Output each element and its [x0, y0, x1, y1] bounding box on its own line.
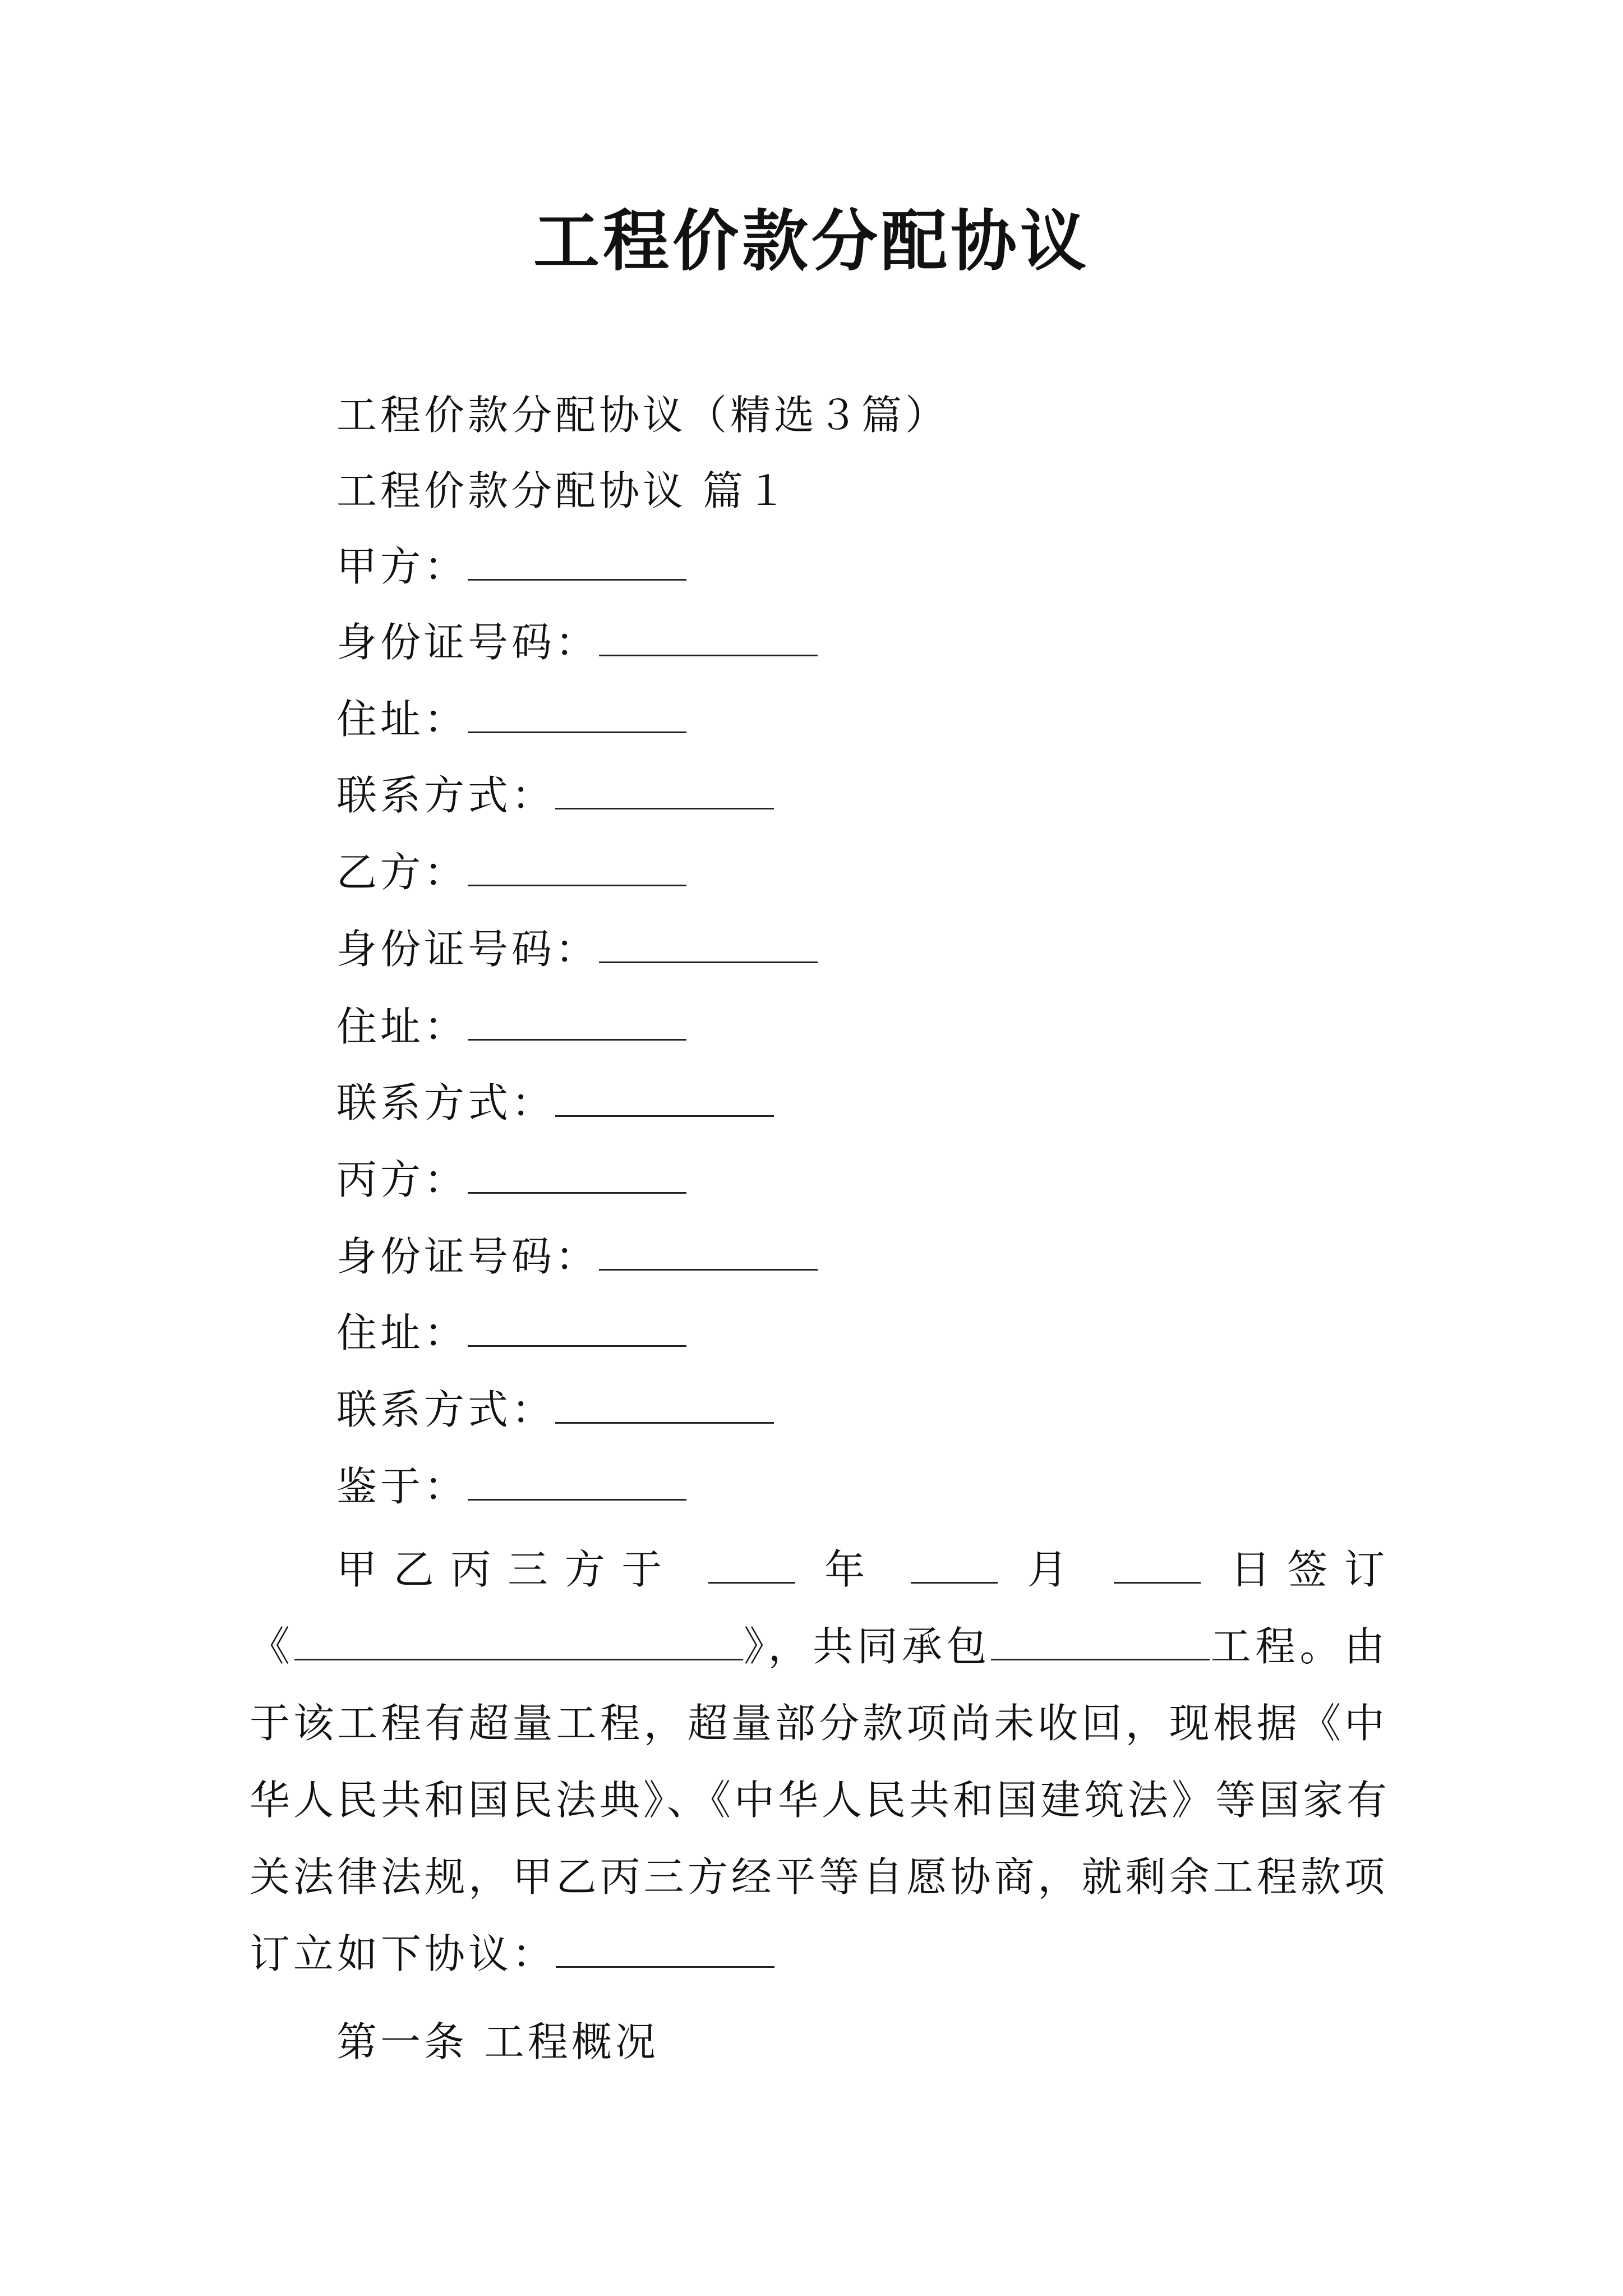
title-open-bracket: 《 — [250, 1623, 294, 1670]
party-b-address-line — [336, 999, 686, 1055]
day-blank — [1114, 1547, 1201, 1584]
agreement-paragraph — [250, 1531, 1391, 1993]
contract-name-blank — [294, 1624, 743, 1660]
agreement-blank — [556, 1931, 774, 1968]
whereas-blank — [468, 1464, 686, 1501]
party-c-contact-label: 联系方式： — [336, 1386, 556, 1433]
party-b-contact-line — [336, 1075, 774, 1131]
paragraph-line-1 — [250, 1531, 1388, 1608]
article-1-heading: 第一条 工程概况 — [336, 2018, 659, 2065]
party-a-label: 甲方： — [336, 543, 468, 590]
party-b-id-label: 身份证号码： — [336, 926, 600, 973]
party-b-contact-blank — [555, 1080, 774, 1117]
party-a-address-blank — [468, 697, 686, 733]
agreement-as-follows-text: 订立如下协议： — [250, 1930, 556, 1977]
year-blank — [708, 1547, 795, 1584]
party-c-contact-line — [336, 1382, 774, 1438]
section-heading: 工程价款分配协议 篇１ — [336, 467, 790, 514]
paragraph-line-4: 华人民共和国民法典》、《中华人民共和国建筑法》等国家有 — [250, 1777, 1391, 1824]
party-a-address-label: 住址： — [336, 696, 468, 743]
subtitle: 工程价款分配协议（精选３篇） — [336, 392, 949, 439]
party-b-address-label: 住址： — [336, 1003, 468, 1050]
party-b-blank — [468, 850, 686, 886]
party-b-id-line — [336, 921, 818, 977]
party-b-id-blank — [599, 927, 818, 963]
project-end-text: 工程。由 — [1209, 1623, 1388, 1670]
party-c-blank — [468, 1157, 686, 1194]
whereas-label: 鉴于： — [336, 1463, 468, 1510]
co-contract-text: 》，共同承包 — [743, 1623, 991, 1670]
paragraph-line-3: 于该工程有超量工程，超量部分款项尚未收回，现根据《中 — [250, 1700, 1388, 1747]
party-c-id-label: 身份证号码： — [336, 1233, 600, 1280]
party-a-blank — [468, 544, 686, 581]
day-signed-label: 日签订 — [1230, 1546, 1389, 1593]
party-a-id-label: 身份证号码： — [336, 619, 600, 666]
party-c-address-line — [336, 1305, 686, 1361]
year-label: 年 — [824, 1546, 882, 1593]
party-b-line — [336, 844, 686, 900]
party-c-line — [336, 1152, 686, 1208]
party-c-id-line — [336, 1228, 818, 1285]
month-blank — [911, 1547, 998, 1584]
document-title: 工程价款分配协议 — [533, 202, 1090, 280]
whereas-line — [336, 1458, 686, 1515]
party-a-line — [336, 539, 686, 595]
signed-by-text: 甲乙丙三方于 — [336, 1546, 679, 1593]
party-a-contact-label: 联系方式： — [336, 772, 556, 819]
party-c-id-blank — [599, 1234, 818, 1271]
party-c-address-blank — [468, 1310, 686, 1347]
party-a-id-blank — [599, 620, 818, 656]
party-c-contact-blank — [555, 1387, 774, 1424]
party-b-address-blank — [468, 1004, 686, 1041]
paragraph-line-5: 关法律法规，甲乙丙三方经平等自愿协商，就剩余工程款项 — [250, 1853, 1388, 1901]
party-a-id-line — [336, 614, 818, 670]
party-c-label: 丙方： — [336, 1156, 468, 1203]
party-a-contact-blank — [555, 773, 774, 809]
party-b-contact-label: 联系方式： — [336, 1079, 556, 1126]
project-name-blank — [991, 1624, 1210, 1660]
party-b-label: 乙方： — [336, 849, 468, 896]
paragraph-line-6 — [250, 1916, 1388, 1993]
party-a-address-line — [336, 691, 686, 747]
party-c-address-label: 住址： — [336, 1309, 468, 1356]
month-label: 月 — [1027, 1546, 1085, 1593]
party-a-contact-line — [336, 767, 774, 823]
paragraph-line-2 — [250, 1608, 1388, 1685]
